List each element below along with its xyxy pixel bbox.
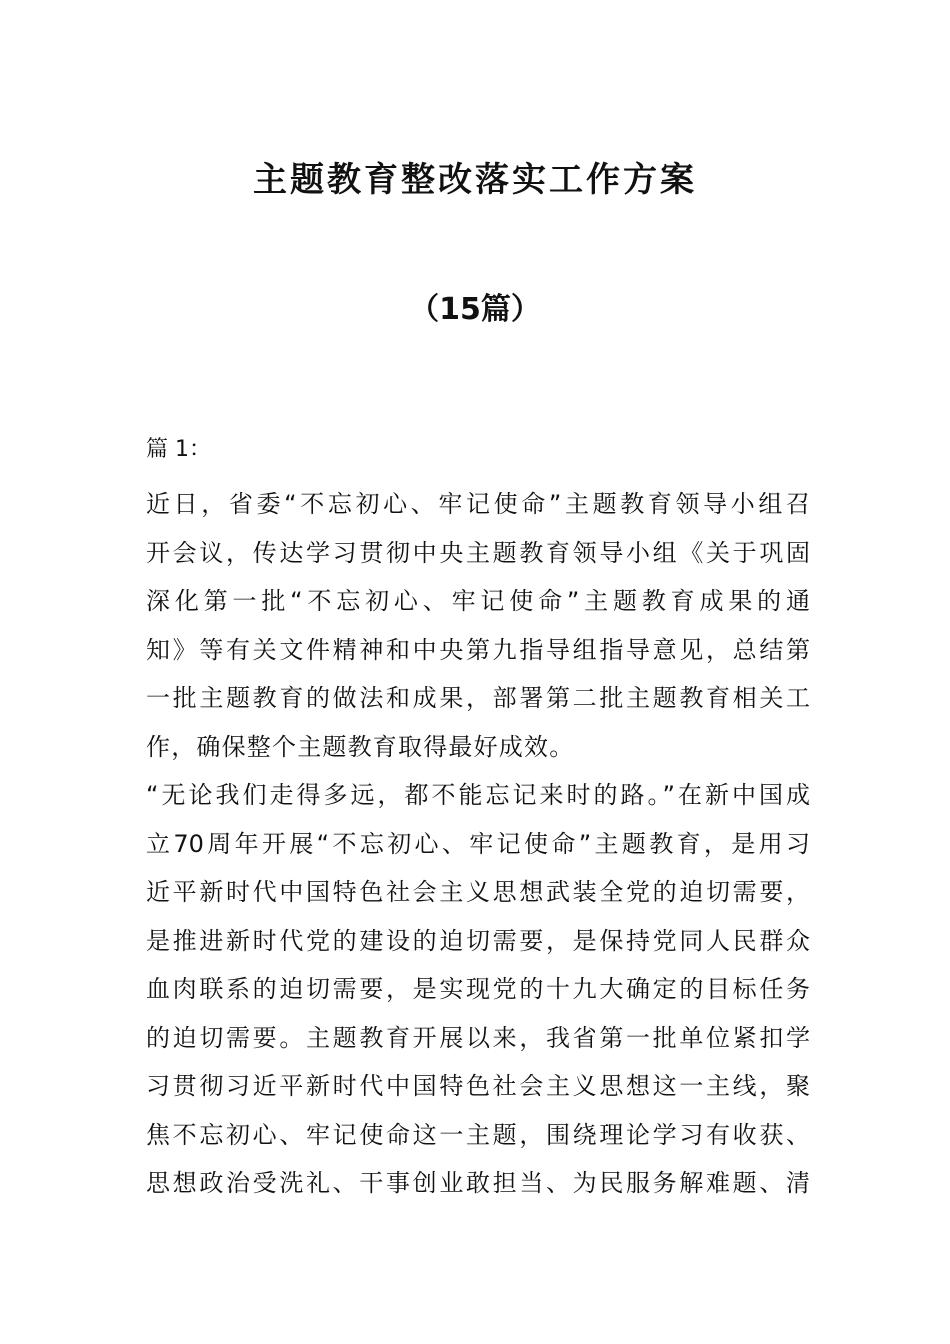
paragraph-line: 习贯彻习近平新时代中国特色社会主义思想这一主线，聚: [146, 1072, 810, 1100]
paragraph-line: 近日，省委“不忘初心、牢记使命”主题教育领导小组召: [146, 490, 810, 518]
paragraph-line: 知》等有关文件精神和中央第九指导组指导意见，总结第: [146, 635, 810, 664]
document-subtitle: （15篇）: [409, 292, 541, 327]
paragraph-line: 立70周年开展“不忘初心、牢记使命”主题教育，是用习: [146, 829, 810, 858]
paragraph-line: 深化第一批“不忘初心、牢记使命”主题教育成果的通: [146, 587, 810, 615]
document-body: [146, 430, 810, 1208]
paragraph-line: 血肉联系的迫切需要，是实现党的十九大确定的目标任务: [146, 975, 810, 1003]
paragraph-line: 是推进新时代党的建设的迫切需要，是保持党同人民群众: [146, 926, 810, 955]
paragraph-1: [146, 480, 810, 771]
paragraph-2: [146, 771, 810, 1208]
paragraph-line: 一批主题教育的做法和成果，部署第二批主题教育相关工: [146, 684, 810, 712]
paragraph-line: 的迫切需要。主题教育开展以来，我省第一批单位紧扣学: [146, 1023, 810, 1052]
paragraph-line: 焦不忘初心、牢记使命这一主题，围绕理论学习有收获、: [146, 1120, 810, 1149]
paragraph-line: 思想政治受洗礼、干事创业敢担当、为民服务解难题、清: [146, 1169, 810, 1197]
paragraph-line: 开会议，传达学习贯彻中央主题教育领导小组《关于巩固: [146, 538, 810, 567]
paragraph-line: “无论我们走得多远，都不能忘记来时的路。”在新中国成: [146, 781, 810, 809]
document-title: 主题教育整改落实工作方案: [253, 160, 697, 200]
paragraph-line: 作，确保整个主题教育取得最好成效。: [146, 732, 575, 761]
paragraph-line: 近平新时代中国特色社会主义思想武装全党的迫切需要，: [146, 878, 810, 906]
section-heading: 篇 1：: [146, 437, 211, 462]
